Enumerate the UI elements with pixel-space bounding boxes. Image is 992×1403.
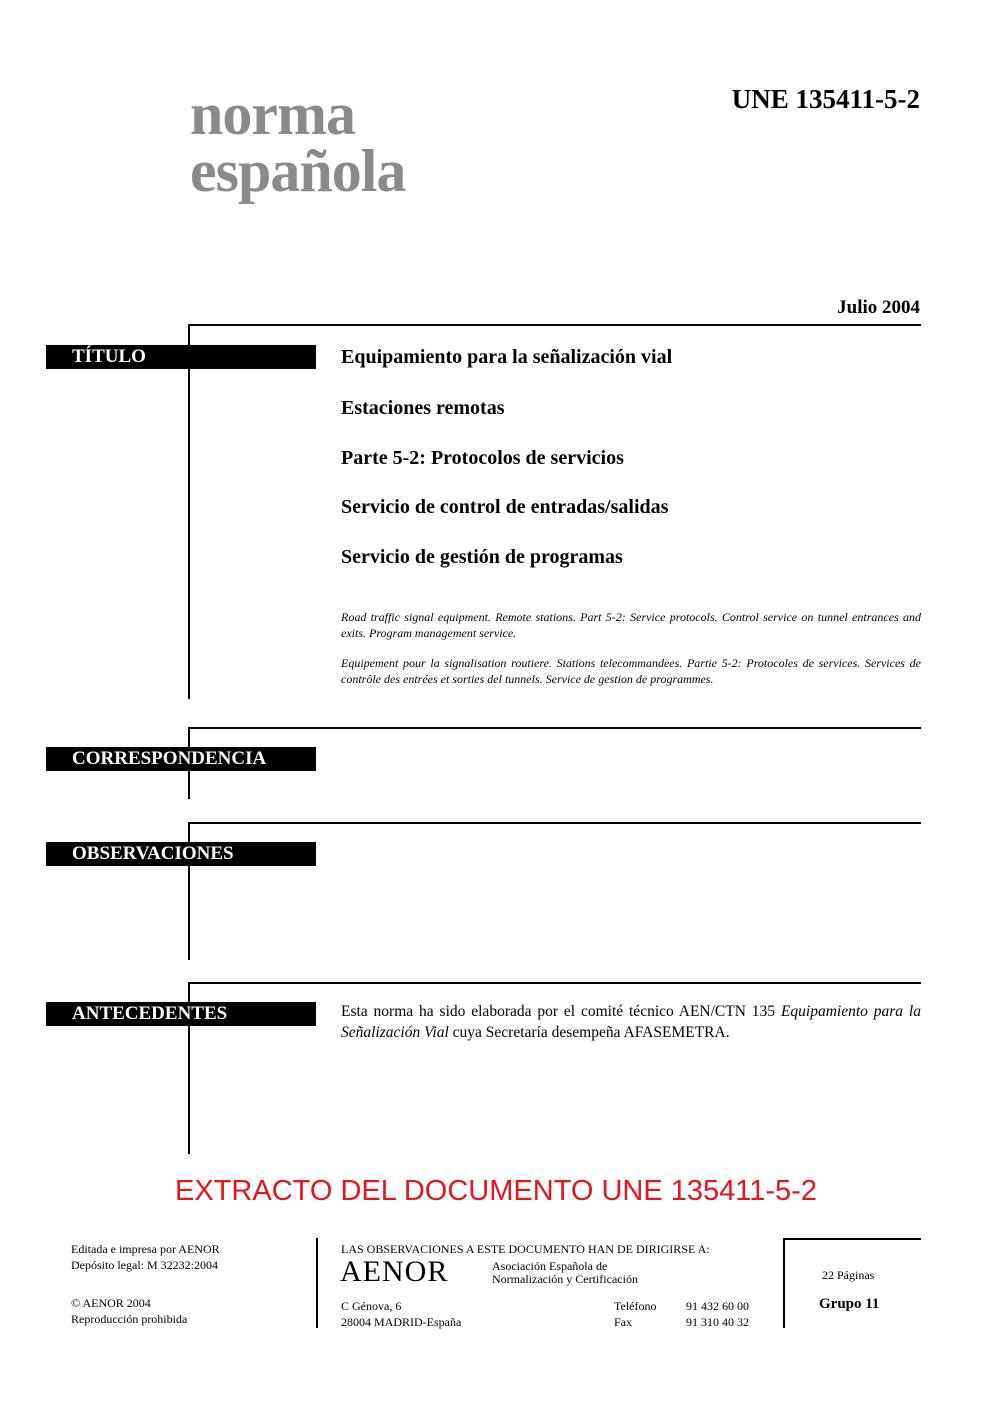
title-line-2: Estaciones remotas bbox=[341, 397, 505, 419]
extract-watermark: EXTRACTO DEL DOCUMENTO UNE 135411-5-2 bbox=[175, 1175, 817, 1207]
footer-reproduction: Reproducción prohibida bbox=[71, 1312, 188, 1326]
correspondencia-rule bbox=[188, 727, 921, 729]
footer-contact-labels bbox=[614, 1298, 656, 1330]
footer-copyright: © AENOR 2004 bbox=[71, 1296, 151, 1310]
fax-label: Fax bbox=[614, 1315, 632, 1329]
group-number: Grupo 11 bbox=[819, 1296, 880, 1312]
antecedentes-rule bbox=[188, 982, 921, 984]
observaciones-label: OBSERVACIONES bbox=[46, 842, 316, 866]
brand-espanola: española bbox=[190, 138, 406, 204]
title-line-4: Servicio de control de entradas/salidas bbox=[341, 496, 669, 518]
titulo-label: TÍTULO bbox=[46, 345, 316, 369]
antecedentes-text-b: cuya Secretaría desempeña AFASEMETRA. bbox=[448, 1024, 730, 1041]
title-line-3: Parte 5-2: Protocolos de servicios bbox=[341, 447, 624, 469]
brand-norma: norma bbox=[190, 81, 355, 147]
footer-left bbox=[71, 1241, 220, 1327]
french-title: Equipement pour la signalisation routiere. Stations telecommandees. Partie 5-2: Protocoles de services. Services de contrôle des entrées et sorties del tunnels. Service de gestion de programmes. bbox=[341, 656, 921, 686]
footer-divider-left bbox=[316, 1238, 318, 1328]
address-line-1: C Génova, 6 bbox=[341, 1299, 402, 1313]
phone-number: 91 432 60 00 bbox=[686, 1299, 749, 1313]
aenor-association bbox=[492, 1260, 638, 1286]
aenor-logo: AENOR bbox=[340, 1255, 449, 1288]
phone-label: Teléfono bbox=[614, 1299, 657, 1313]
footer-notice: LAS OBSERVACIONES A ESTE DOCUMENTO HAN DE DIRIGIRSE A: bbox=[341, 1242, 710, 1256]
title-line-5: Servicio de gestión de programas bbox=[341, 546, 623, 568]
assoc-line-2: Normalización y Certificación bbox=[492, 1272, 638, 1286]
footer-edited: Editada e impresa por AENOR bbox=[71, 1242, 220, 1256]
titulo-vrule bbox=[188, 324, 190, 699]
antecedentes-text-a: Esta norma ha sido elaborada por el comité técnico AEN/CTN 135 bbox=[341, 1003, 781, 1020]
footer-box-left bbox=[783, 1238, 785, 1328]
page-count: 22 Páginas bbox=[822, 1268, 875, 1282]
english-title: Road traffic signal equipment. Remote stations. Part 5-2: Service protocols. Control service on tunnel entrances and exits. Program management service. bbox=[341, 610, 921, 640]
title-line-1: Equipamiento para la señalización vial bbox=[341, 346, 673, 368]
address-line-2: 28004 MADRID-España bbox=[341, 1315, 462, 1329]
fax-number: 91 310 40 32 bbox=[686, 1315, 749, 1329]
correspondencia-label: CORRESPONDENCIA bbox=[46, 747, 316, 771]
assoc-line-1: Asociación Española de bbox=[492, 1259, 608, 1273]
footer-contact-values bbox=[686, 1298, 749, 1330]
footer-address bbox=[341, 1298, 461, 1330]
footer-box-top bbox=[783, 1238, 921, 1240]
footer-deposit: Depósito legal: M 32232:2004 bbox=[71, 1258, 218, 1272]
standard-code: UNE 135411-5-2 bbox=[731, 84, 920, 114]
antecedentes-committee-name: Equipamiento para la Señalización Vial bbox=[341, 1003, 921, 1041]
titulo-rule bbox=[188, 324, 921, 326]
antecedentes-text bbox=[341, 1001, 921, 1043]
observaciones-rule bbox=[188, 822, 921, 824]
publication-date: Julio 2004 bbox=[837, 297, 920, 318]
antecedentes-label: ANTECEDENTES bbox=[46, 1002, 316, 1026]
